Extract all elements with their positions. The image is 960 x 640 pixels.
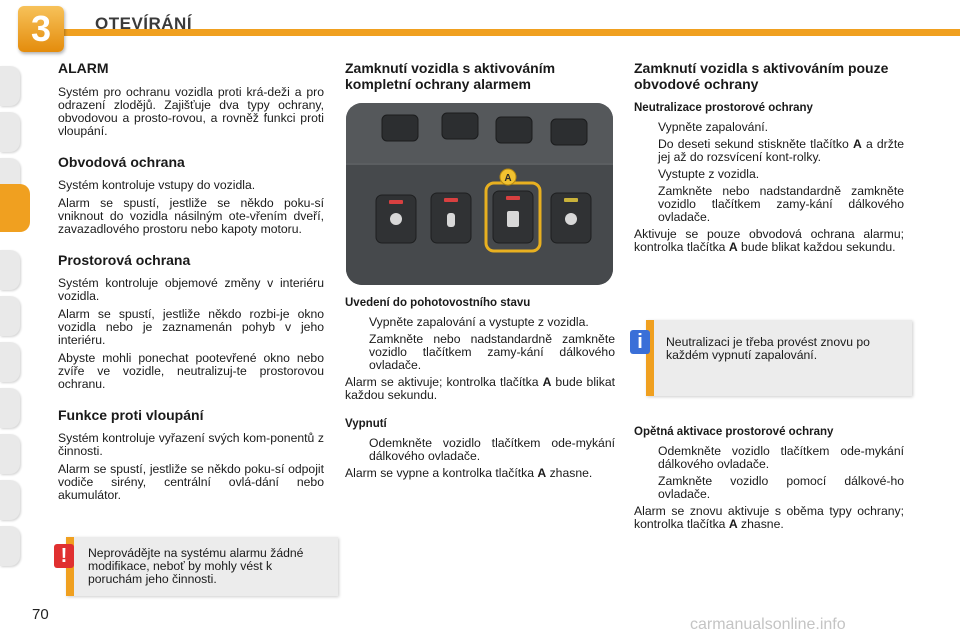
antitheft-text-2: Alarm se spustí, jestliže se někdo poku-sí odpojit vodiče sirény, centrální ovlá-dání nebo akumulátor. [58,462,324,502]
reactivate-heading: Opětná aktivace prostorové ochrany [634,426,834,438]
alarm-text: Systém pro ochranu vozidla proti krá-deži a pro odrazení zlodějů. Zajišťuje dva typy ochrany, obvodovou a prosto-rovou, a rovněž funkci proti vloupání. [58,85,324,138]
chapter-tab[interactable] [0,342,20,382]
bullet-icon [345,333,369,372]
alarm-heading: ALARM [58,60,109,76]
full-protection-heading: Zamknutí vozidla s aktivováním kompletní ochrany alarmem [345,60,556,92]
bullet-icon [634,121,658,134]
volumetric-text-3: Abyste mohli ponechat pootevřené okno nebo zvíře ve vozidle, neutralizuj-te prostorovou ochranu. [58,351,324,391]
list-item: Odemkněte vozidlo tlačítkem ode-mykání dálkového ovladače. [345,437,615,463]
list-item: Vystupte z vozidla. [634,168,904,181]
page-title: OTEVÍRÁNÍ [95,14,193,33]
standby-heading: Uvedení do pohotovostního stavu [345,297,531,309]
bullet-icon [345,437,369,463]
warning-icon: ! [54,544,74,568]
bullet-icon [634,185,658,224]
chapter-tab[interactable] [0,66,20,106]
bullet-icon [345,316,369,329]
page-number: 70 [32,606,49,623]
perimeter-heading: Obvodová ochrana [58,154,185,170]
standby-result: Alarm se aktivuje; kontrolka tlačítka A bude blikat každou sekundu. [345,375,615,402]
bullet-icon [634,445,658,471]
photo-label-a: A [504,173,512,184]
column-alarm [58,60,324,507]
antitheft-text-1: Systém kontroluje vyřazení svých kom-ponentů z činnosti. [58,431,324,458]
info-note [646,320,912,396]
chapter-tab[interactable] [0,480,20,520]
chapter-tab-active[interactable] [0,184,30,232]
neutralize-result: Aktivuje se pouze obvodová ochrana alarmu; kontrolka tlačítka A bude blikat každou sekundu. [634,227,904,254]
volumetric-text-2: Alarm se spustí, jestliže někdo rozbi-je okno vozidla nebo je zaznamenán pohyb v jeho interiéru. [58,307,324,347]
chapter-tab[interactable] [0,526,20,566]
antitheft-heading: Funkce proti vloupání [58,407,204,423]
perimeter-only-heading: Zamknutí vozidla s aktivováním pouze obvodové ochrany [634,60,889,92]
info-text: Neutralizaci je třeba provést znovu po každém vypnutí zapalování. [666,335,870,362]
reactivate-result: Alarm se znovu aktivuje s oběma typy ochrany; kontrolka tlačítka A zhasne. [634,504,904,531]
chapter-tabs [0,0,22,640]
column-perimeter-only [634,60,904,259]
list-item: Vypněte zapalování. [634,121,904,134]
off-result: Alarm se vypne a kontrolka tlačítka A zhasne. [345,466,593,480]
bullet-icon [634,475,658,501]
column-full-protection-body [345,297,615,485]
chapter-tab[interactable] [0,296,20,336]
chapter-tab[interactable] [0,250,20,290]
list-item: Zamkněte nebo nadstandardně zamkněte vozidlo tlačítkem zamy-kání dálkového ovladače. [345,333,615,372]
chapter-tab[interactable] [0,388,20,428]
bullet-icon [634,138,658,164]
list-item: Do deseti sekund stiskněte tlačítko A a držte jej až do rozsvícení kont-rolky. [634,138,904,164]
warning-note [66,537,338,596]
chapter-tab[interactable] [0,112,20,152]
volumetric-heading: Prostorová ochrana [58,252,191,268]
header-rule [60,29,960,36]
chapter-tab[interactable] [0,434,20,474]
chapter-number: 3 [30,8,52,49]
info-icon: i [630,330,650,354]
neutralize-heading: Neutralizace prostorové ochrany [634,102,813,114]
column-full-protection [345,60,615,102]
perimeter-text-2: Alarm se spustí, jestliže se někdo poku-sí vniknout do vozidla násilným ote-vřením dveří, zavazadlového prostoru nebo kapoty motoru. [58,196,324,236]
list-item: Vypněte zapalování a vystupte z vozidla. [345,316,615,329]
list-item: Zamkněte nebo nadstandardně zamkněte vozidlo tlačítkem zamy-kání dálkového ovladače. [634,185,904,224]
list-item: Zamkněte vozidlo pomocí dálkové-ho ovladače. [634,475,904,501]
column-reactivate [634,426,904,536]
warning-text: Neprovádějte na systému alarmu žádné modifikace, neboť by mohly vést k poruchám jeho činnosti. [88,546,304,586]
off-heading: Vypnutí [345,418,387,430]
alarm-button-photo [346,103,613,285]
dashboard-illustration [346,103,613,285]
watermark: carmanualsonline.info [690,616,846,633]
chapter-badge [18,6,64,52]
perimeter-text-1: Systém kontroluje vstupy do vozidla. [58,178,256,192]
bullet-icon [634,168,658,181]
volumetric-text-1: Systém kontroluje objemové změny v interiéru vozidla. [58,276,324,303]
list-item: Odemkněte vozidlo tlačítkem ode-mykání dálkového ovladače. [634,445,904,471]
